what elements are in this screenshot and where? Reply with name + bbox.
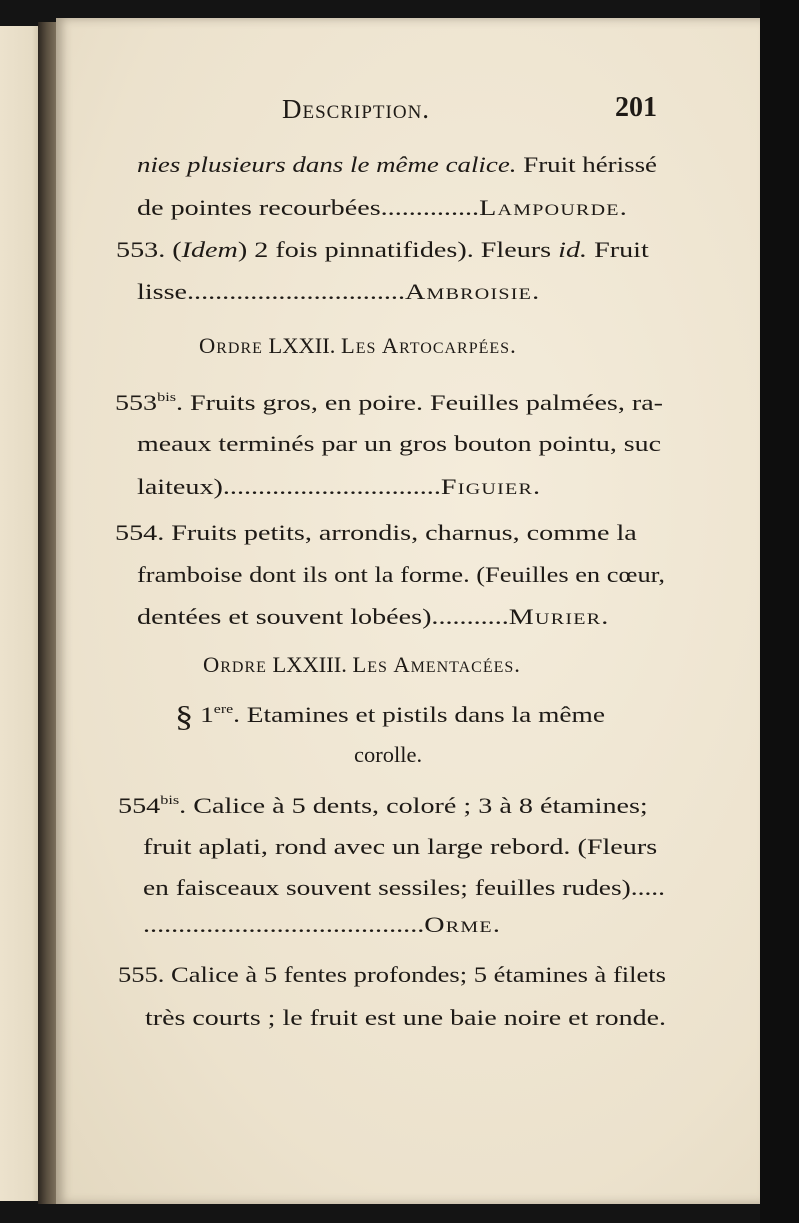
text-line: [143, 834, 657, 860]
text-run: framboise dont ils ont la forme. (Feuilles en cœur,: [137, 562, 665, 587]
text-run: 553. (: [116, 237, 182, 262]
text-run: 553: [115, 390, 158, 415]
text-run: de pointes recourbées..............: [137, 195, 480, 220]
facing-page-edge: [0, 26, 40, 1201]
superscript: bis: [160, 792, 180, 807]
text-line: [137, 562, 665, 588]
text-run: LXXIII.: [266, 652, 353, 677]
text-run: Ordre: [203, 652, 267, 677]
text-line: [137, 431, 661, 457]
text-run: Ordre: [199, 333, 263, 358]
text-run: fruit aplati, rond avec un large rebord. (Fleurs: [143, 834, 658, 859]
section-heading-line: [175, 700, 605, 734]
running-title: Description.: [282, 94, 431, 124]
text-run: 555. Calice à 5 fentes profondes; 5 étamines à filets: [118, 962, 666, 987]
text-run: dentées et souvent lobées)...........: [137, 604, 509, 629]
text-line: [118, 792, 648, 819]
text-line: [143, 875, 665, 901]
text-line: [137, 604, 610, 630]
text-run: 554. Fruits petits, arrondis, charnus, comme la: [115, 520, 637, 545]
text-run: laiteux)...............................: [137, 474, 441, 499]
text-run: Fruit hérissé: [516, 152, 657, 177]
text-run: ........................................: [143, 912, 425, 937]
text-run: id.: [558, 237, 588, 262]
order-heading: [199, 333, 517, 359]
text-line: [137, 152, 657, 178]
text-line: [118, 962, 666, 988]
text-run: Ambroisie.: [404, 279, 541, 304]
text-run: en faisceaux souvent sessiles; feuilles rudes).....: [143, 875, 665, 900]
text-run: Idem: [181, 237, 238, 262]
order-heading: [203, 652, 521, 678]
text-run: ) 2 fois pinnatifides). Fleurs: [237, 237, 559, 262]
section-sign: §: [175, 700, 194, 733]
text-run: LXXII.: [262, 333, 342, 358]
superscript: bis: [157, 389, 177, 404]
text-line: [137, 474, 541, 500]
text-run: très courts ; le fruit est une baie noire et ronde.: [145, 1005, 666, 1030]
text-line: [115, 389, 663, 416]
text-run: Les Artocarpées.: [341, 333, 517, 358]
text-run: Fruit: [587, 237, 649, 262]
text-run: Murier.: [508, 604, 610, 629]
text-run: 1: [193, 702, 214, 727]
text-run: Orme.: [424, 912, 502, 937]
page-number: 201: [615, 92, 657, 123]
text-run: . Fruits gros, en poire. Feuilles palmées, ra-: [176, 390, 663, 415]
text-line: [145, 1005, 666, 1031]
text-line: [115, 520, 637, 546]
text-run: Lampourde.: [479, 195, 629, 220]
text-run: . Calice à 5 dents, coloré ; 3 à 8 étamines;: [179, 793, 648, 818]
text-run: corolle.: [354, 742, 423, 767]
text-line: [143, 912, 501, 938]
scan-border: [760, 0, 799, 1223]
text-line: [137, 195, 628, 221]
section-heading-line: [354, 742, 422, 768]
text-run: Les Amentacées.: [352, 652, 521, 677]
text-run: meaux terminés par un gros bouton pointu, suc: [137, 431, 661, 456]
text-run: Figuier.: [440, 474, 542, 499]
text-run: lisse...............................: [137, 279, 405, 304]
text-run: nies plusieurs dans le même calice.: [137, 152, 517, 177]
text-line: [116, 237, 649, 263]
text-run: . Etamines et pistils dans la même: [233, 702, 606, 727]
superscript: ere: [213, 701, 234, 716]
text-line: [137, 279, 540, 305]
text-run: 554: [118, 793, 161, 818]
